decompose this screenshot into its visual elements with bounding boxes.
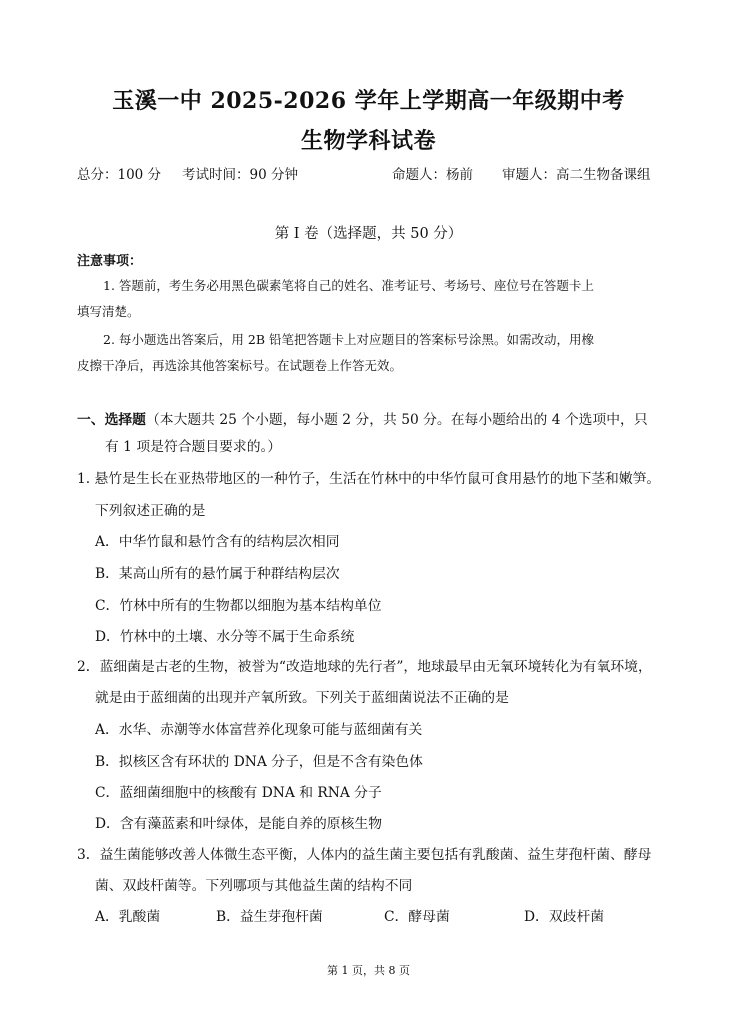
- page-number: 第 1 页，共 8 页: [327, 964, 410, 977]
- q1-option-d: D．竹林中的土壤、水分等不属于生命系统: [95, 629, 355, 645]
- part1-heading: 第 Ⅰ 卷（选择题，共 50 分）: [274, 226, 463, 242]
- q1-stem-line2: 下列叙述正确的是: [95, 503, 206, 519]
- q3-option-b: B．益生芽孢杆菌: [216, 909, 323, 925]
- q3-stem-line2: 菌、双歧杆菌等。下列哪项与其他益生菌的结构不同: [95, 878, 413, 894]
- q2-option-a: A．水华、赤潮等水体富营养化现象可能与蓝细菌有关: [95, 722, 423, 738]
- exam-title-line1: 玉溪一中 2025-2026 学年上学期高一年级期中考: [112, 88, 625, 114]
- q1-option-a: A．中华竹鼠和悬竹含有的结构层次相同: [95, 534, 340, 550]
- section1-label: 一、选择题: [77, 412, 146, 428]
- section1-desc: （本大题共 25 个小题，每小题 2 分，共 50 分。在每小题给出的 4 个选项中，只: [145, 412, 648, 428]
- q1-option-c: C．竹林中所有的生物都以细胞为基本结构单位: [95, 598, 382, 614]
- q3-stem-line1: 3．益生菌能够改善人体微生态平衡，人体内的益生菌主要包括有乳酸菌、益生芽孢杆菌、酵母: [77, 847, 652, 863]
- q3-option-a: A．乳酸菌: [95, 909, 161, 925]
- q3-option-c: C．酵母菌: [384, 909, 450, 925]
- exam-title-line2: 生物学科试卷: [300, 128, 436, 154]
- section1-heading: [77, 408, 648, 428]
- q2-option-b: B．拟核区含有环状的 DNA 分子，但是不含有染色体: [95, 754, 423, 770]
- q2-stem-line1: 2．蓝细菌是古老的生物，被誉为“改造地球的先行者”，地球最早由无氧环境转化为有氧环境，: [77, 659, 652, 675]
- q2-option-d: D．含有藻蓝素和叶绿体，是能自养的原核生物: [95, 816, 382, 832]
- reviewer: 审题人：高二生物备课组: [502, 167, 651, 183]
- exam-time: 考试时间：90 分钟: [182, 167, 298, 183]
- q3-option-d: D．双歧杆菌: [524, 909, 605, 925]
- q1-option-b: B．某高山所有的悬竹属于种群结构层次: [95, 566, 340, 582]
- notice-heading: 注意事项：: [77, 254, 143, 269]
- total-score: 总分：100 分: [77, 167, 162, 183]
- section1-desc-line2: 有 1 项是符合题目要求的。）: [105, 439, 282, 455]
- notice-item2-line2: 皮擦干净后，再选涂其他答案标号。在试题卷上作答无效。: [77, 358, 403, 373]
- notice-item1-line2: 填写清楚。: [77, 304, 140, 319]
- notice-item1-line1: 1. 答题前，考生务必用黑色碳素笔将自己的姓名、准考证号、考场号、座位号在答题卡上: [103, 278, 594, 293]
- question-author: 命题人：杨前: [392, 167, 473, 183]
- q2-stem-line2: 就是由于蓝细菌的出现并产氧所致。下列关于蓝细菌说法不正确的是: [95, 690, 509, 706]
- notice-item2-line1: 2. 每小题选出答案后，用 2B 铅笔把答题卡上对应题目的答案标号涂黑。如需改动，用橡: [103, 332, 594, 347]
- q1-stem-line1: 1. 悬竹是生长在亚热带地区的一种竹子，生活在竹林中的中华竹鼠可食用悬竹的地下茎和嫩笋。: [77, 471, 661, 487]
- q2-option-c: C．蓝细菌细胞中的核酸有 DNA 和 RNA 分子: [95, 785, 382, 801]
